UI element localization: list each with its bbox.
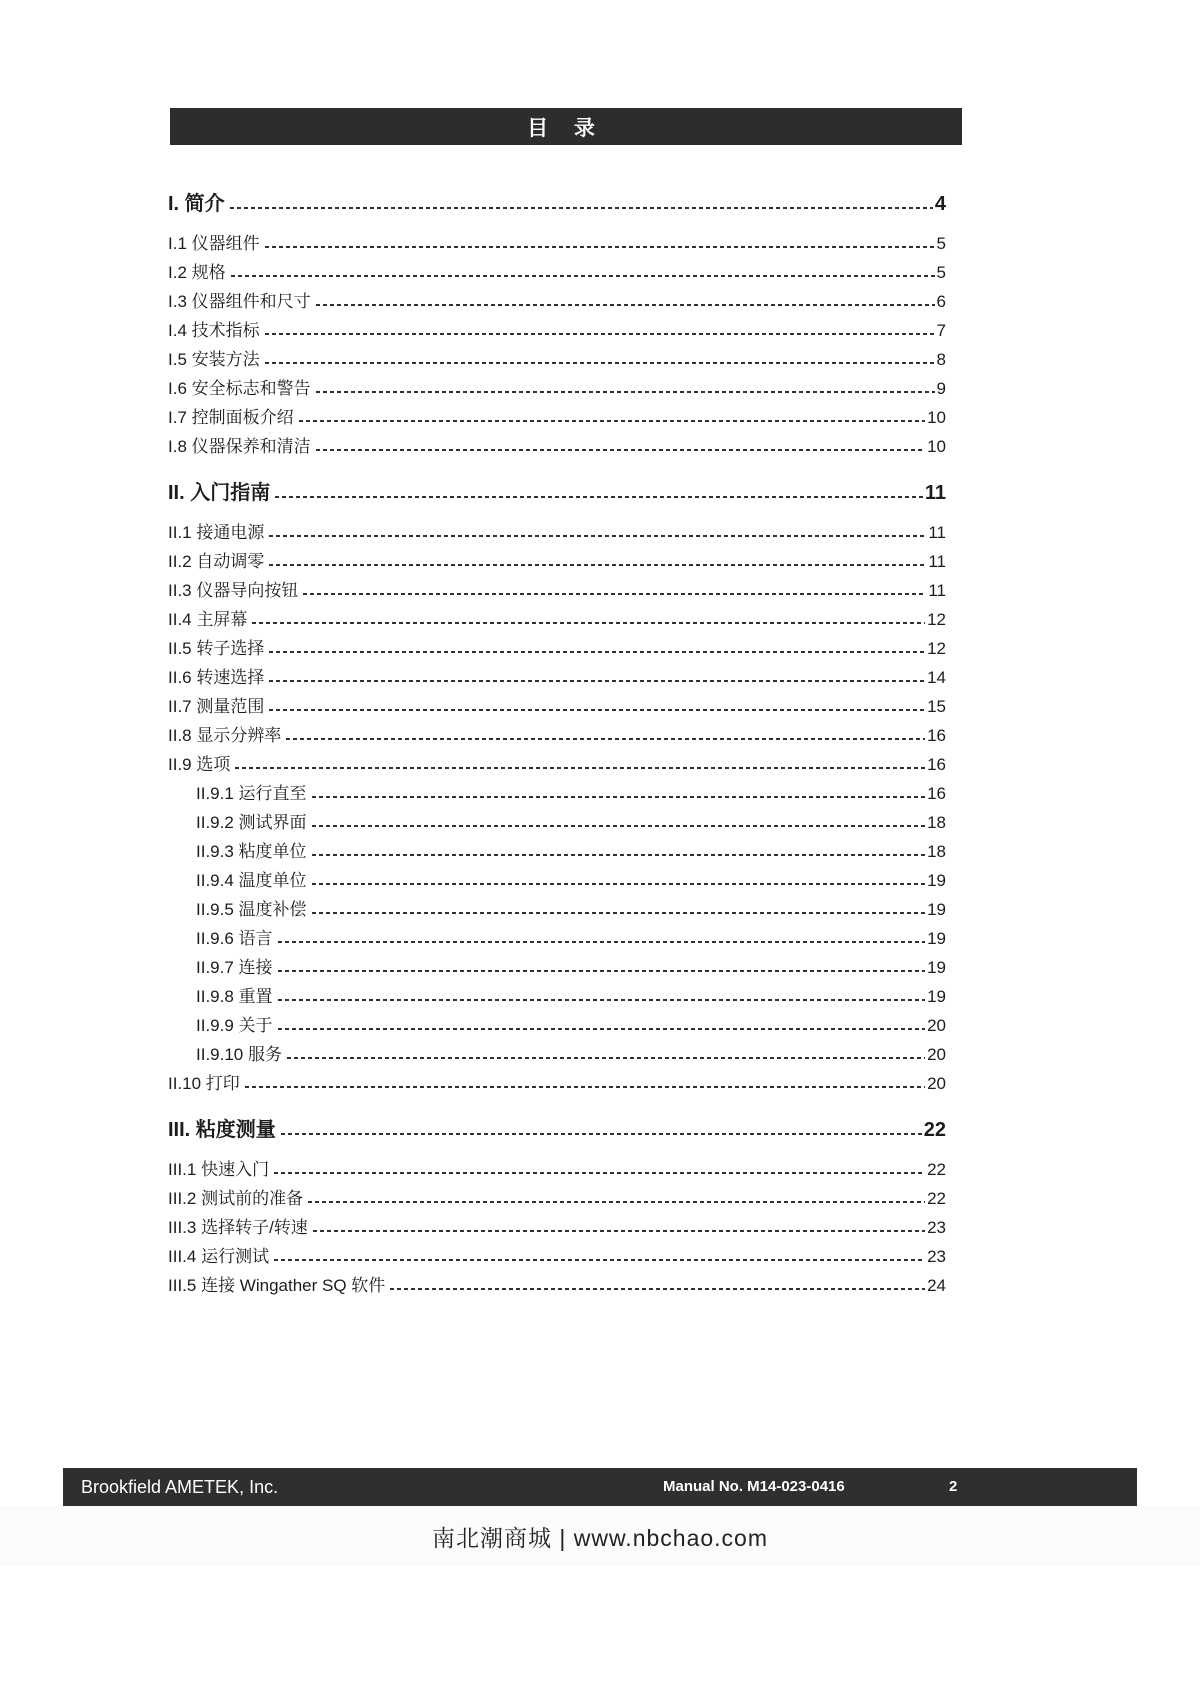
page-title: 目 录 <box>527 116 605 140</box>
toc-leader-dots <box>265 229 936 258</box>
toc-entry-page-number: 22 <box>927 1189 946 1208</box>
toc-entry-label: III.5 连接 Wingather SQ 软件 <box>168 1276 386 1295</box>
toc-entry <box>168 866 946 895</box>
toc-entry-page-number: 11 <box>924 482 946 504</box>
toc-entry-label: II.6 转速选择 <box>168 668 265 687</box>
toc-entry-page-number: 5 <box>936 263 946 282</box>
toc-entry-page-number: 12 <box>927 639 946 658</box>
toc-entry <box>168 229 946 258</box>
toc-entry <box>168 547 946 576</box>
toc-entry <box>168 432 946 461</box>
toc-entry-label: II.9.7 连接 <box>196 958 273 977</box>
toc-leader-dots <box>278 982 927 1011</box>
toc-title-bar <box>170 108 962 145</box>
toc-entry-label: I.8 仪器保养和清洁 <box>168 437 311 456</box>
toc-leader-dots <box>275 478 924 509</box>
toc-leader-dots <box>308 1184 926 1213</box>
toc-entry-page-number: 20 <box>927 1016 946 1035</box>
toc-leader-dots <box>303 576 927 605</box>
toc-entry-label: II.9.8 重置 <box>196 987 273 1006</box>
toc-leader-dots <box>278 953 927 982</box>
toc-entry-page-number: 16 <box>927 755 946 774</box>
footer-manual-number: Manual No. M14-023-0416 <box>663 1478 845 1495</box>
toc-leader-dots <box>316 287 936 316</box>
toc-entry-label: I.4 技术指标 <box>168 321 260 340</box>
footer-company: Brookfield AMETEK, Inc. <box>81 1477 279 1497</box>
toc-entry <box>168 1271 946 1300</box>
toc-entry <box>168 779 946 808</box>
toc-entry-label: II.1 接通电源 <box>168 523 265 542</box>
toc-entry-page-number: 19 <box>927 929 946 948</box>
toc-leader-dots <box>265 345 936 374</box>
toc-entry-page-number: 22 <box>927 1160 946 1179</box>
toc-entry <box>168 837 946 866</box>
toc-entry-page-number: 10 <box>927 437 946 456</box>
toc-leader-dots <box>313 1213 926 1242</box>
toc-entry-label: I.7 控制面板介绍 <box>168 408 294 427</box>
toc-entry-page-number: 15 <box>927 697 946 716</box>
toc-entry <box>168 808 946 837</box>
toc-leader-dots <box>299 403 926 432</box>
toc-entry-label: III.4 运行测试 <box>168 1247 270 1266</box>
toc-entry <box>168 663 946 692</box>
toc-entry-page-number: 7 <box>936 321 946 340</box>
toc-entry <box>168 1242 946 1271</box>
toc-leader-dots <box>312 866 927 895</box>
toc-entry <box>168 1069 946 1098</box>
toc-entry <box>168 316 946 345</box>
toc-leader-dots <box>287 1040 926 1069</box>
toc-entry-page-number: 19 <box>927 987 946 1006</box>
toc-entry-label: II.2 自动调零 <box>168 552 265 571</box>
toc-entry-page-number: 11 <box>928 581 946 600</box>
toc-entry-page-number: 20 <box>927 1045 946 1064</box>
toc-entry-label: II.8 显示分辨率 <box>168 726 282 745</box>
toc-entry-label: II. 入门指南 <box>168 482 271 504</box>
toc-entry-label: II.9.3 粘度单位 <box>196 842 307 861</box>
toc-entry <box>168 721 946 750</box>
toc-entry-label: III.3 选择转子/转速 <box>168 1218 308 1237</box>
footer-page-number: 2 <box>949 1478 958 1495</box>
toc-entry <box>168 345 946 374</box>
toc-entry <box>168 750 946 779</box>
toc-leader-dots <box>312 779 927 808</box>
toc-entry <box>168 924 946 953</box>
toc-leader-dots <box>269 663 926 692</box>
toc-entry-label: II.5 转子选择 <box>168 639 265 658</box>
toc-entry-label: II.9.5 温度补偿 <box>196 900 307 919</box>
toc-entry <box>168 1011 946 1040</box>
toc-entry <box>168 287 946 316</box>
toc-entry-label: I. 简介 <box>168 193 225 215</box>
toc-entry-page-number: 11 <box>928 552 946 571</box>
toc-leader-dots <box>245 1069 926 1098</box>
toc-entry-page-number: 23 <box>927 1247 946 1266</box>
toc-entry-label: II.9.4 温度单位 <box>196 871 307 890</box>
toc-entry-label: III. 粘度测量 <box>168 1119 276 1141</box>
toc-entry <box>168 518 946 547</box>
toc-leader-dots <box>269 634 926 663</box>
toc-leader-dots <box>269 518 927 547</box>
toc-entry-page-number: 14 <box>927 668 946 687</box>
toc-entry-page-number: 19 <box>927 871 946 890</box>
toc-entry-page-number: 8 <box>936 350 946 369</box>
toc-entry <box>168 1115 946 1146</box>
toc-entry <box>168 895 946 924</box>
toc-entry-label: II.4 主屏幕 <box>168 610 248 629</box>
toc-entry-page-number: 22 <box>923 1119 946 1141</box>
toc-entry <box>168 478 946 509</box>
toc-entry-label: I.3 仪器组件和尺寸 <box>168 292 311 311</box>
toc-entry-page-number: 18 <box>927 842 946 861</box>
toc-leader-dots <box>252 605 926 634</box>
table-of-contents <box>168 172 946 1300</box>
toc-entry <box>168 982 946 1011</box>
toc-leader-dots <box>278 1011 927 1040</box>
toc-leader-dots <box>265 316 936 345</box>
toc-entry-page-number: 16 <box>927 784 946 803</box>
toc-entry <box>168 634 946 663</box>
toc-entry-page-number: 18 <box>927 813 946 832</box>
toc-leader-dots <box>286 721 926 750</box>
toc-leader-dots <box>316 374 936 403</box>
toc-entry <box>168 692 946 721</box>
toc-entry-label: II.9.6 语言 <box>196 929 273 948</box>
toc-leader-dots <box>274 1155 926 1184</box>
toc-leader-dots <box>230 189 934 220</box>
toc-entry <box>168 953 946 982</box>
toc-entry <box>168 1184 946 1213</box>
toc-leader-dots <box>235 750 926 779</box>
toc-leader-dots <box>274 1242 926 1271</box>
toc-leader-dots <box>281 1115 923 1146</box>
toc-entry-label: II.10 打印 <box>168 1074 240 1093</box>
toc-entry-page-number: 4 <box>934 193 946 215</box>
toc-entry-label: III.2 测试前的准备 <box>168 1189 304 1208</box>
toc-entry-label: III.1 快速入门 <box>168 1160 270 1179</box>
toc-leader-dots <box>231 258 936 287</box>
toc-entry <box>168 258 946 287</box>
toc-entry-label: II.9.1 运行直至 <box>196 784 307 803</box>
toc-entry-label: II.3 仪器导向按钮 <box>168 581 299 600</box>
toc-entry-page-number: 9 <box>936 379 946 398</box>
toc-entry-page-number: 16 <box>927 726 946 745</box>
toc-entry <box>168 1213 946 1242</box>
toc-entry-label: II.9.10 服务 <box>196 1045 282 1064</box>
toc-entry <box>168 1155 946 1184</box>
toc-leader-dots <box>278 924 927 953</box>
toc-entry-label: I.2 规格 <box>168 263 226 282</box>
toc-entry-page-number: 10 <box>927 408 946 427</box>
toc-entry <box>168 576 946 605</box>
toc-entry-page-number: 24 <box>927 1276 946 1295</box>
toc-entry-label: II.7 测量范围 <box>168 697 265 716</box>
toc-leader-dots <box>312 837 927 866</box>
toc-entry <box>168 403 946 432</box>
toc-leader-dots <box>269 692 926 721</box>
toc-entry-page-number: 19 <box>927 958 946 977</box>
toc-entry-page-number: 19 <box>927 900 946 919</box>
toc-entry-page-number: 20 <box>927 1074 946 1093</box>
toc-entry-label: I.5 安装方法 <box>168 350 260 369</box>
toc-entry <box>168 374 946 403</box>
toc-entry <box>168 605 946 634</box>
toc-entry <box>168 1040 946 1069</box>
toc-entry-label: II.9.9 关于 <box>196 1016 273 1035</box>
toc-leader-dots <box>312 895 927 924</box>
toc-entry-label: II.9.2 测试界面 <box>196 813 307 832</box>
footer-bar <box>63 1468 1137 1506</box>
toc-entry-page-number: 6 <box>936 292 946 311</box>
toc-entry-label: I.6 安全标志和警告 <box>168 379 311 398</box>
toc-leader-dots <box>390 1271 926 1300</box>
toc-leader-dots <box>312 808 927 837</box>
toc-entry-page-number: 5 <box>936 234 946 253</box>
watermark-text: 南北潮商城 | www.nbchao.com <box>431 1524 768 1551</box>
toc-entry-page-number: 23 <box>927 1218 946 1237</box>
toc-leader-dots <box>269 547 927 576</box>
toc-leader-dots <box>316 432 926 461</box>
toc-entry-page-number: 12 <box>927 610 946 629</box>
toc-entry-label: II.9 选项 <box>168 755 231 774</box>
toc-entry <box>168 189 946 220</box>
toc-entry-label: I.1 仪器组件 <box>168 234 260 253</box>
toc-entry-page-number: 11 <box>928 523 946 542</box>
watermark-band <box>0 1506 1200 1566</box>
